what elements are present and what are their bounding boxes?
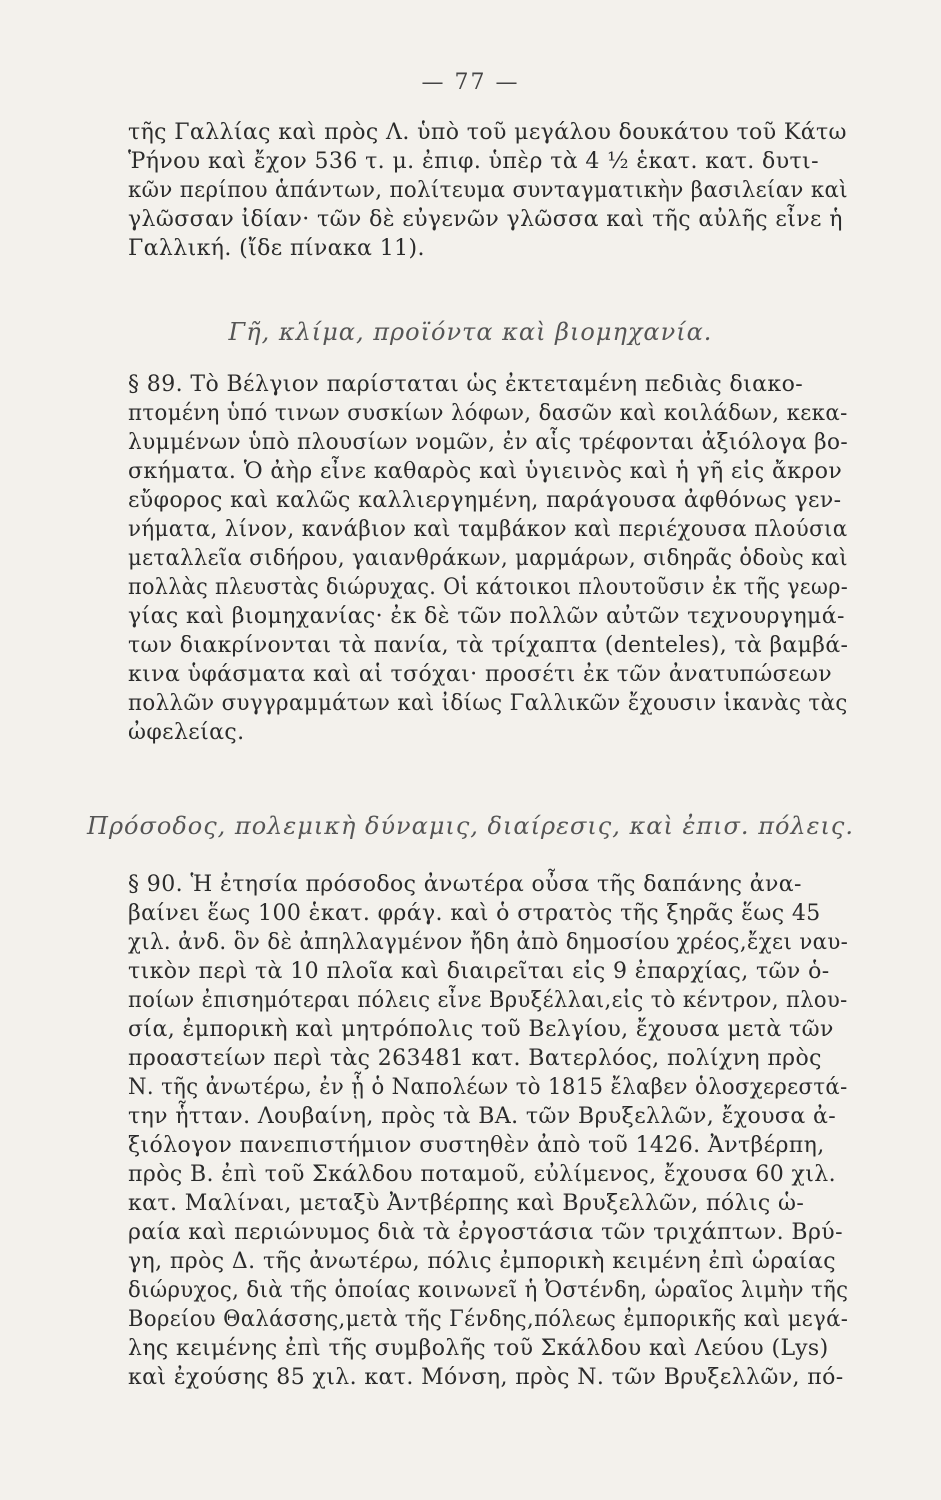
text-line: σκήματα. Ὁ ἀὴρ εἶνε καθαρὸς καὶ ὑγιεινὸς καὶ ἡ γῆ εἰς ἄκρον (128, 459, 843, 484)
text-line: νήματα, λίνον, κανάβιον καὶ ταμβάκον καὶ περιέχουσα πλούσια (128, 517, 848, 542)
text-line: Ν. τῆς ἀνωτέρω, ἐν ᾗ ὁ Ναπολέων τὸ 1815 ἔλαβεν ὁλοσχερεστά- (128, 1075, 848, 1100)
text-line: ὠφελείας. (128, 720, 245, 745)
text-line: γη, πρὸς Δ. τῆς ἀνωτέρω, πόλις ἐμπορικὴ κειμένη ἐπὶ ὡραίας (128, 1249, 836, 1274)
page-number: — 77 — (421, 70, 520, 95)
text-line: λης κειμένης ἐπὶ τῆς συμβολῆς τοῦ Σκάλδου καὶ Λεύου (Lys) (128, 1336, 829, 1361)
text-line: τῆς Γαλλίας καὶ πρὸς Λ. ὑπὸ τοῦ μεγάλου δουκάτου τοῦ Κάτω (128, 120, 847, 145)
section-heading-land: Γῆ, κλίμα, προϊόντα καὶ βιομηχανία. (228, 318, 713, 346)
text-line: γλῶσσαν ἰδίαν· τῶν δὲ εὐγενῶν γλῶσσα καὶ τῆς αὐλῆς εἶνε ἡ (128, 207, 843, 232)
text-line: πτομένη ὑπό τινων συσκίων λόφων, δασῶν καὶ κοιλάδων, κεκα- (128, 401, 848, 426)
text-line: των διακρίνονται τὰ πανία, τὰ τρίχαπτα (denteles), τὰ βαμβά- (128, 633, 849, 658)
text-line: § 89. Τὸ Βέλγιον παρίσταται ὡς ἐκτεταμένη πεδιὰς διακο- (128, 372, 804, 397)
text-line: § 90. Ἡ ἐτησία πρόσοδος ἀνωτέρα οὖσα τῆς δαπάνης ἀνα- (128, 872, 802, 897)
text-line: κατ. Μαλίναι, μεταξὺ Ἀντβέρπης καὶ Βρυξελλῶν, πόλις ὡ- (128, 1191, 805, 1216)
text-line: κῶν περίπου ἁπάντων, πολίτευμα συνταγματικὴν βασιλείαν καὶ (128, 178, 848, 203)
text-line: προαστείων περὶ τὰς 263481 κατ. Βατερλόος, πολίχνη πρὸς (128, 1046, 822, 1071)
text-line: ραία καὶ περιώνυμος διὰ τὰ ἐργοστάσια τῶν τριχάπτων. Βρύ- (128, 1220, 843, 1245)
paragraph-89 (128, 370, 848, 747)
text-line: γίας καὶ βιομηχανίας· ἐκ δὲ τῶν πολλῶν αὐτῶν τεχνουργημά- (128, 604, 845, 629)
text-line: πολλὰς πλευστὰς διώρυχας. Οἱ κάτοικοι πλουτοῦσιν ἐκ τῆς γεωρ- (128, 575, 849, 600)
text-line: Γαλλική. (ἴδε πίνακα 11). (128, 236, 425, 261)
text-line: Βορείου Θαλάσσης,μετὰ τῆς Γένδης,πόλεως ἐμπορικῆς καὶ μεγά- (128, 1307, 849, 1332)
text-line: τικὸν περὶ τὰ 10 πλοῖα καὶ διαιρεῖται εἰς 9 ἐπαρχίας, τῶν ὁ- (128, 959, 830, 984)
text-line: εὔφορος καὶ καλῶς καλλιεργημένη, παράγουσα ἀφθόνως γεν- (128, 488, 842, 513)
text-line: ξιόλογον πανεπιστήμιον συστηθὲν ἀπὸ τοῦ 1426. Ἀντβέρπη, (128, 1133, 825, 1158)
text-line: πρὸς Β. ἐπὶ τοῦ Σκάλδου ποταμοῦ, εὐλίμενος, ἔχουσα 60 χιλ. (128, 1162, 837, 1187)
text-line: μεταλλεῖα σιδήρου, γαιανθράκων, μαρμάρων, σιδηρᾶς ὁδοὺς καὶ (128, 546, 848, 571)
text-line: σία, ἐμπορικὴ καὶ μητρόπολις τοῦ Βελγίου, ἔχουσα μετὰ τῶν (128, 1017, 834, 1042)
paragraph-90 (128, 870, 848, 1392)
text-line: χιλ. ἀνδ. ὃν δὲ ἀπηλλαγμένον ἤδη ἀπὸ δημοσίου χρέος,ἔχει ναυ- (128, 930, 849, 955)
text-line: πολλῶν συγγραμμάτων καὶ ἰδίως Γαλλικῶν ἔχουσιν ἱκανὰς τὰς (128, 691, 848, 716)
text-line: Ῥήνου καὶ ἔχον 536 τ. μ. ἐπιφ. ὑπὲρ τὰ 4 ½ ἑκατ. κατ. δυτι- (128, 149, 819, 174)
text-line: κινα ὑφάσματα καὶ αἱ τσόχαι· προσέτι ἐκ τῶν ἀνατυπώσεων (128, 662, 832, 687)
paragraph-intro (128, 118, 848, 263)
text-line: βαίνει ἕως 100 ἑκατ. φράγ. καὶ ὁ στρατὸς τῆς ξηρᾶς ἕως 45 (128, 901, 821, 926)
text-line: ποίων ἐπισημότεραι πόλεις εἶνε Βρυξέλλαι,εἰς τὸ κέντρον, πλου- (128, 988, 848, 1013)
text-line: την ἧτταν. Λουβαίνη, πρὸς τὰ ΒΑ. τῶν Βρυξελλῶν, ἔχουσα ἀ- (128, 1104, 837, 1129)
text-line: καὶ ἐχούσης 85 χιλ. κατ. Μόνση, πρὸς Ν. τῶν Βρυξελλῶν, πό- (128, 1365, 844, 1390)
section-heading-revenue: Πρόσοδος, πολεμικὴ δύναμις, διαίρεσις, καὶ ἐπισ. πόλεις. (87, 812, 854, 840)
text-line: λυμμένων ὑπὸ πλουσίων νομῶν, ἐν αἷς τρέφονται ἀξιόλογα βο- (128, 430, 849, 455)
text-line: διώρυχος, διὰ τῆς ὁποίας κοινωνεῖ ἡ Ὀστένδη, ὡραῖος λιμὴν τῆς (128, 1278, 849, 1303)
